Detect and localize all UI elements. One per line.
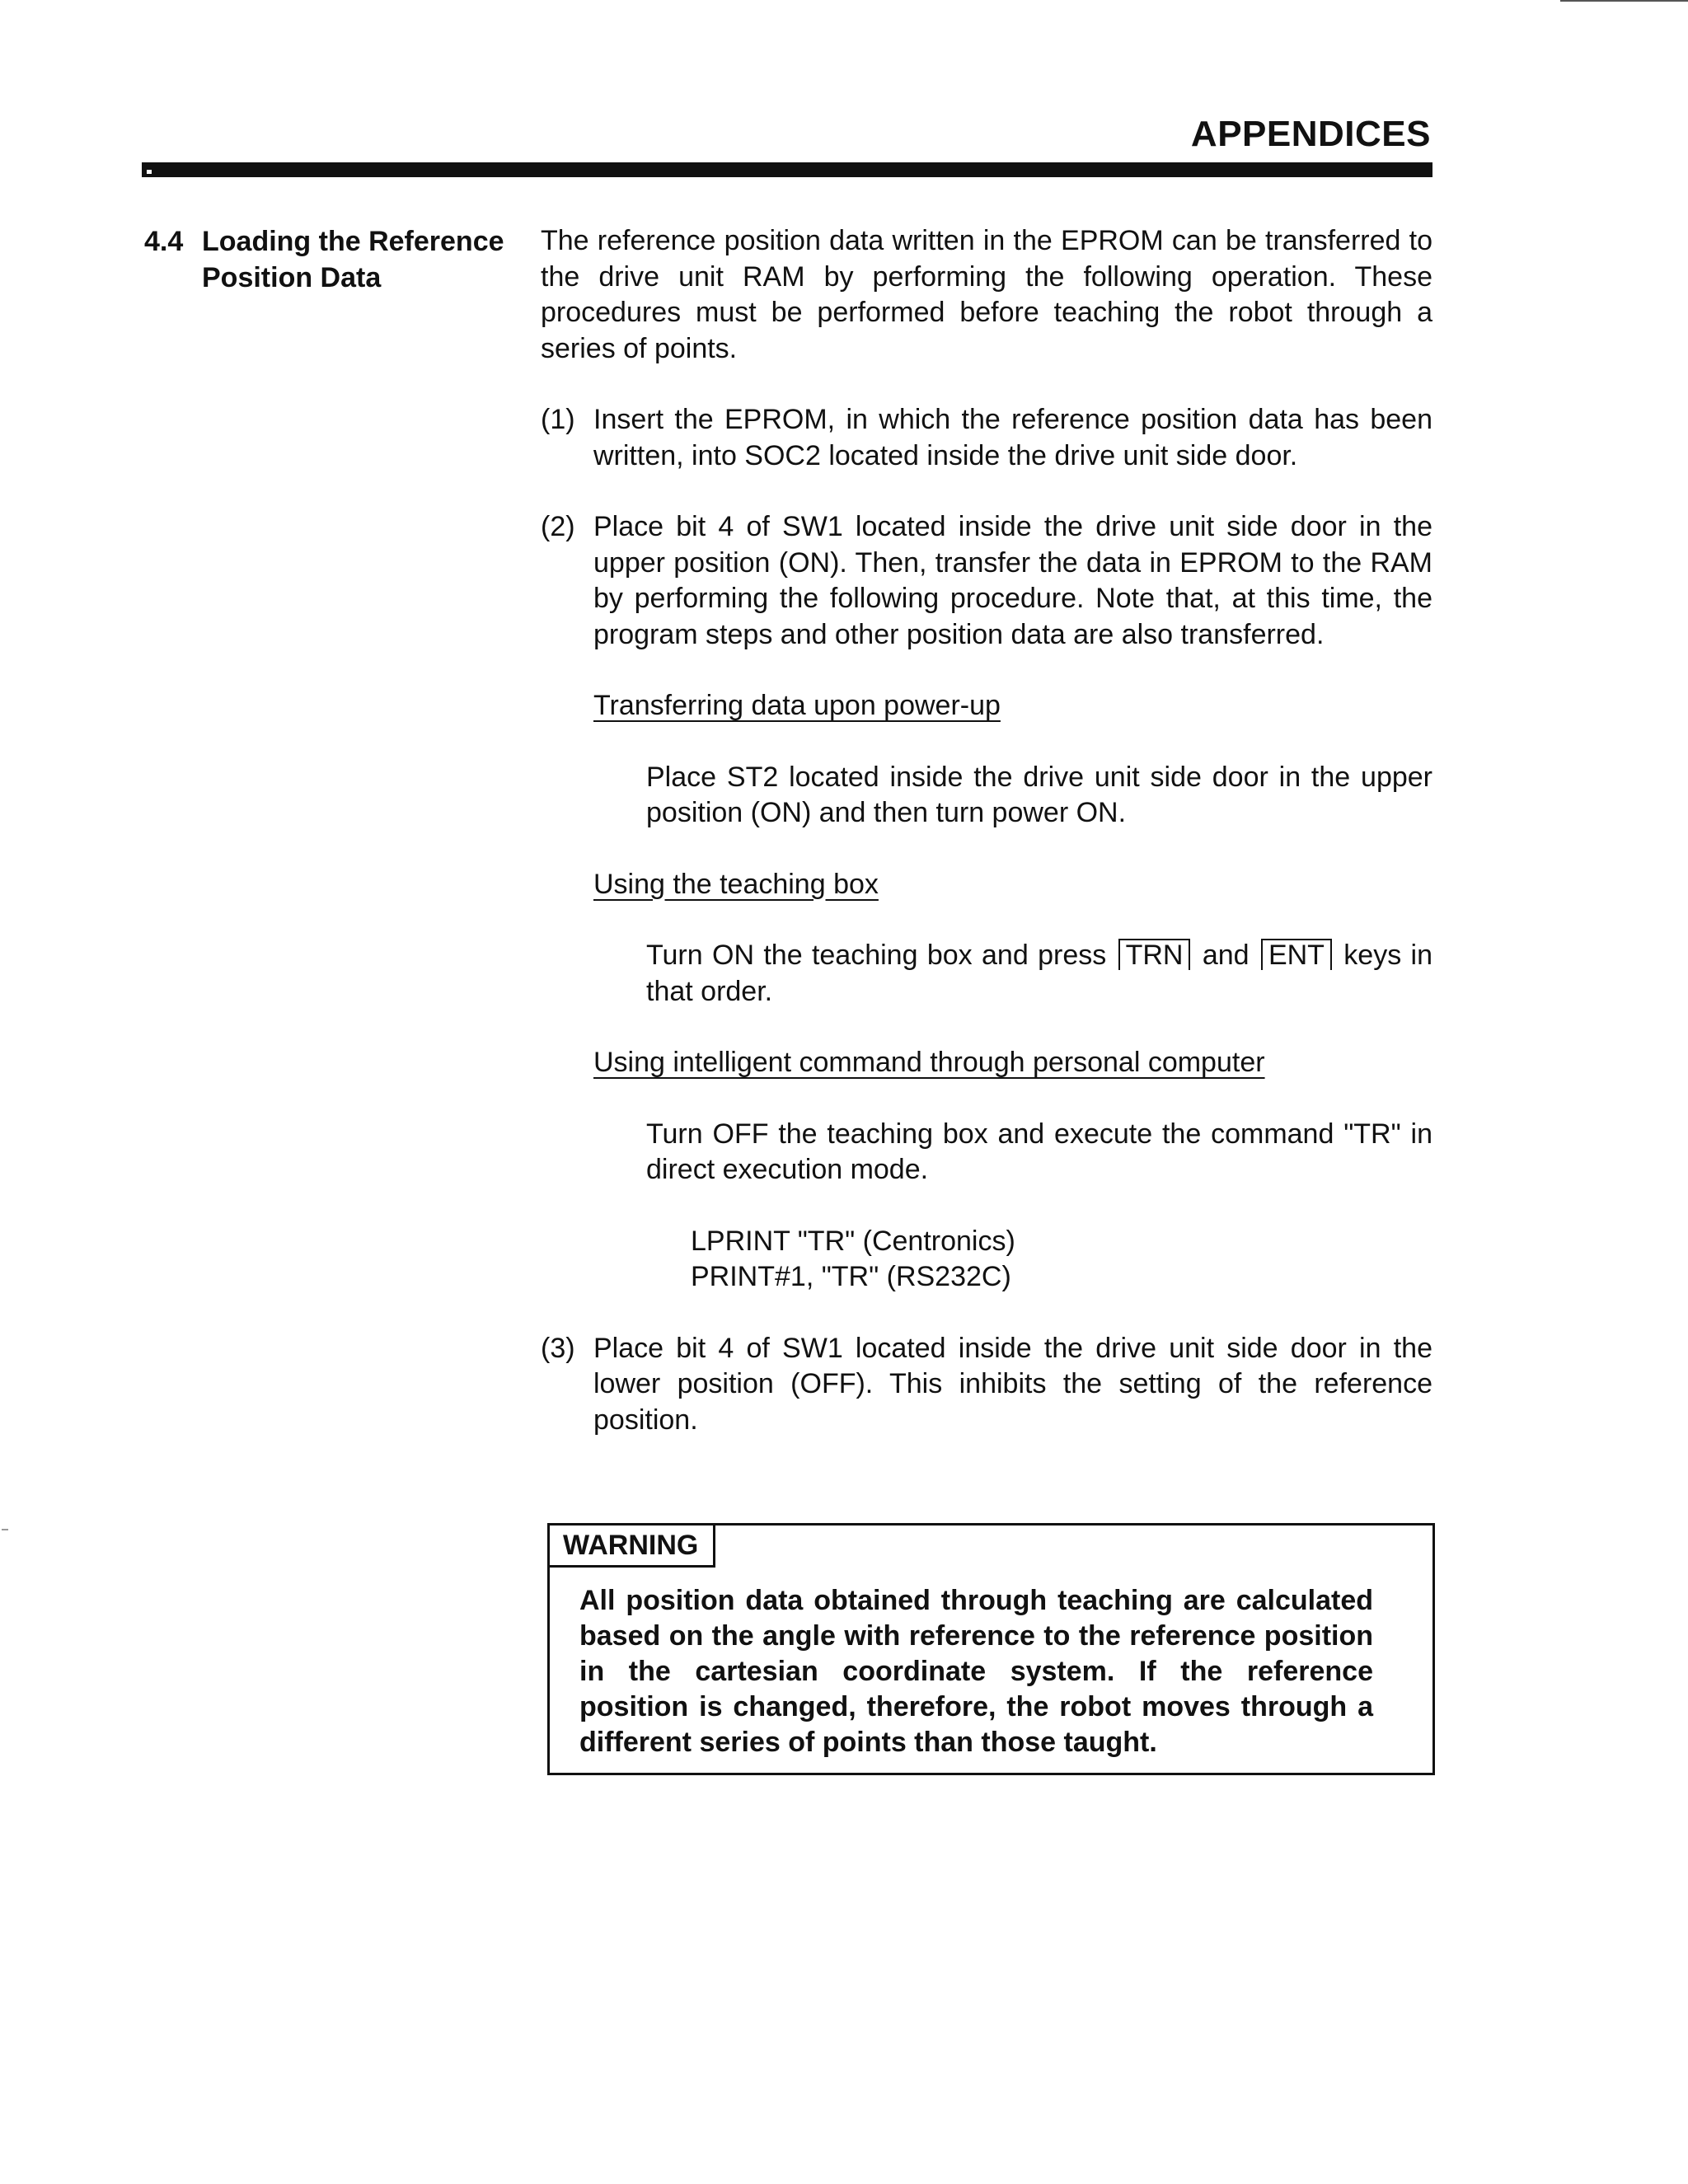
code-line-centronics: LPRINT "TR" (Centronics) bbox=[691, 1225, 1015, 1257]
step-text: Insert the EPROM, in which the reference position data has been written, into SOC2 located inside the drive unit side door. bbox=[593, 404, 1432, 471]
teaching-box-text-before: Turn ON the teaching box and press bbox=[646, 940, 1107, 971]
code-block bbox=[691, 1224, 1432, 1296]
scan-mark bbox=[2, 1529, 8, 1530]
warning-text: All position data obtained through teaching are calculated based on the angle with reference to the reference position in the cartesian coordinate system. If the reference position is changed, therefore, the robot moves through a different series of points than those taught. bbox=[579, 1585, 1373, 1758]
section-content bbox=[541, 223, 1432, 1474]
step-marker: (2) bbox=[541, 511, 575, 542]
step-marker: (3) bbox=[541, 1332, 575, 1364]
method-text-personal-computer: Turn OFF the teaching box and execute the command "TR" in direct execution mode. bbox=[646, 1118, 1432, 1185]
step-3 bbox=[541, 1331, 1432, 1439]
method-text-power-up: Place ST2 located inside the drive unit side door in the upper position (ON) and then turn power ON. bbox=[646, 761, 1432, 828]
step-text: Place bit 4 of SW1 located inside the drive unit side door in the upper position (ON). Then, transfer the data in EPROM to the RAM by performing the following procedure. Note that, at this time, the program steps and other position data are also transferred. bbox=[593, 511, 1432, 650]
method-heading-teaching-box: Using the teaching box bbox=[593, 868, 879, 900]
intro-paragraph: The reference position data written in the EPROM can be transferred to the drive unit RAM by performing the following operation. These procedures must be performed before teaching the robot through a series of points. bbox=[541, 225, 1432, 364]
step-marker: (1) bbox=[541, 404, 575, 435]
teaching-box-text-after: keys in that order. bbox=[646, 940, 1433, 1007]
method-text-teaching-box bbox=[646, 938, 1432, 1010]
section-number: 4.4 bbox=[144, 226, 184, 257]
warning-box bbox=[547, 1523, 1435, 1775]
step-1 bbox=[541, 402, 1432, 474]
trn-key: TRN bbox=[1118, 939, 1191, 970]
page-header-title: APPENDICES bbox=[1190, 114, 1431, 154]
method-heading-power-up: Transferring data upon power-up bbox=[593, 690, 1001, 721]
header-rule-nick bbox=[147, 170, 152, 174]
section-heading bbox=[144, 223, 523, 296]
header-rule bbox=[142, 162, 1432, 177]
warning-label: WARNING bbox=[550, 1526, 715, 1568]
method-heading-personal-computer: Using intelligent command through personal computer bbox=[593, 1047, 1265, 1078]
corner-scan-line bbox=[1560, 0, 1688, 2]
teaching-box-text-mid: and bbox=[1202, 940, 1250, 971]
step-text: Place bit 4 of SW1 located inside the drive unit side door in the lower position (OFF). This inhibits the setting of the reference position. bbox=[593, 1332, 1432, 1436]
section-title-line1: Loading the Reference bbox=[202, 226, 504, 257]
code-line-rs232c: PRINT#1, "TR" (RS232C) bbox=[691, 1261, 1011, 1292]
step-2 bbox=[541, 509, 1432, 653]
section-title-line2: Position Data bbox=[202, 262, 382, 293]
ent-key: ENT bbox=[1261, 939, 1332, 970]
